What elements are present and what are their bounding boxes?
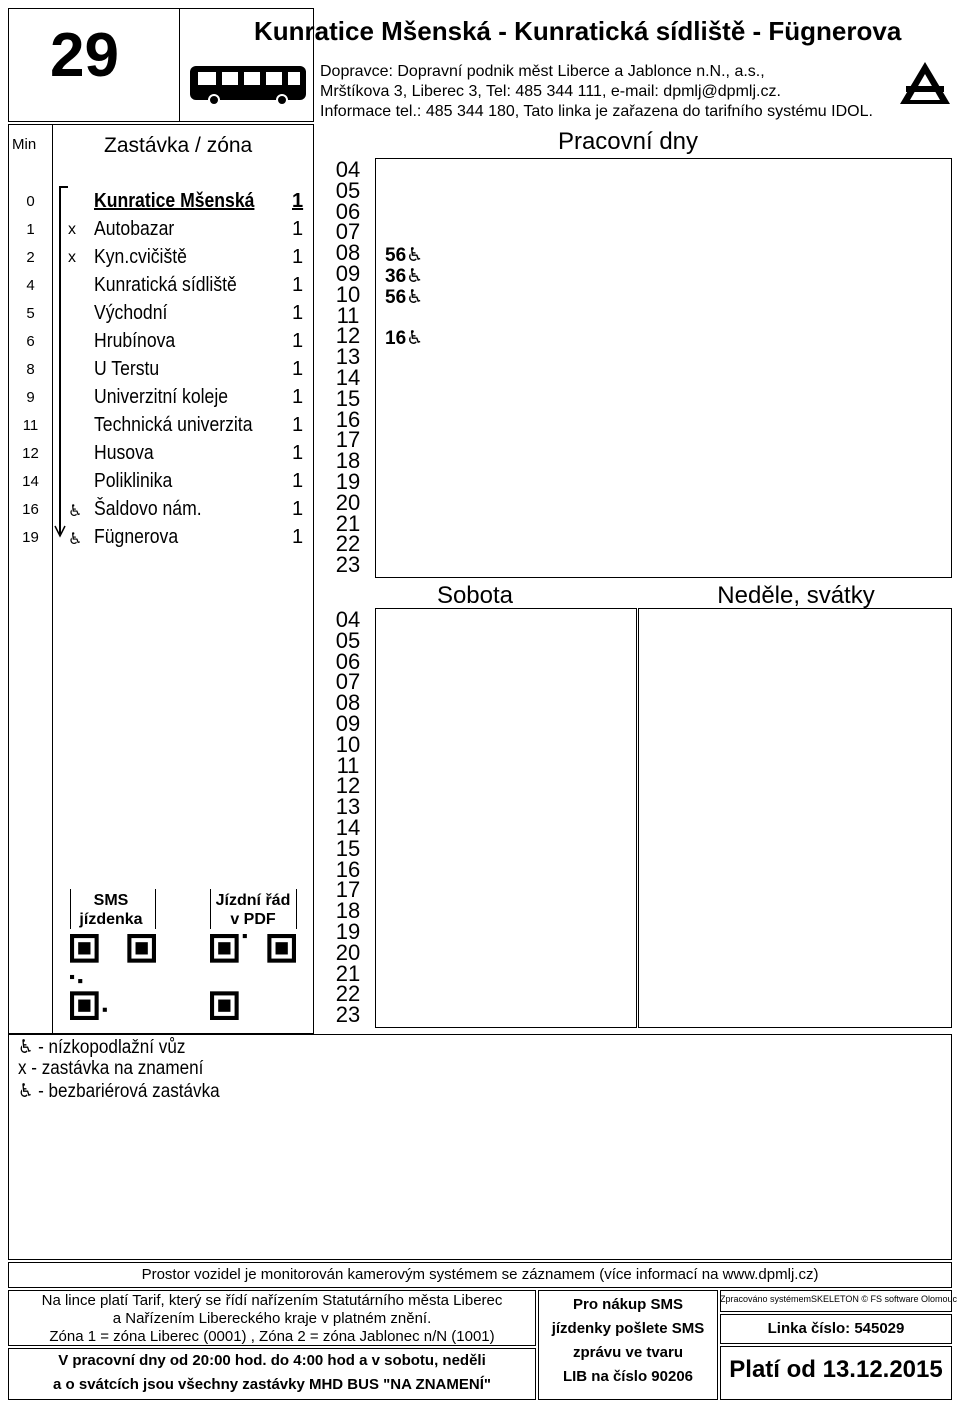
stop-zone: 1 xyxy=(292,414,304,436)
stop-name: Východní xyxy=(94,302,168,324)
route-line xyxy=(59,186,61,534)
workday-hour: 08 xyxy=(335,240,361,266)
workday-hour: 18 xyxy=(335,448,361,474)
legend-text: - nízkopodlažní vůz xyxy=(33,1037,186,1058)
weekend-hour: 04 xyxy=(335,607,361,632)
stops-header-title: Zastávka / zóna xyxy=(104,134,253,157)
pdf-qr-label-box xyxy=(210,889,211,929)
stop-minute: 16 xyxy=(22,501,39,518)
workday-hour: 10 xyxy=(335,281,361,307)
min-header: Min xyxy=(12,136,37,153)
legend-text: - zastávka na znamení xyxy=(26,1058,204,1079)
camera-notice: Prostor vozidel je monitorován kamerovým systémem se záznamem (více informací na www.dpmlj.cz) xyxy=(141,1266,819,1283)
software-credit: Zpracováno systémemSKELETON © FS software Olomouc xyxy=(720,1294,958,1304)
stop-zone: 1 xyxy=(292,302,304,324)
stop-zone: 1 xyxy=(292,358,304,380)
workday-hour: 06 xyxy=(335,198,361,224)
stop-mark-icon: ♿ xyxy=(68,531,83,548)
workday-hour: 09 xyxy=(335,260,361,286)
workday-hour: 17 xyxy=(335,427,361,453)
workday-hour: 23 xyxy=(335,552,361,578)
workdays-title xyxy=(318,128,952,156)
pdf-qr-label-line1: Jízdní řád xyxy=(215,892,291,909)
stop-name: Poliklinika xyxy=(94,470,173,492)
weekend-hour: 12 xyxy=(335,773,361,799)
stop-minute: 14 xyxy=(22,473,39,490)
stop-minute: 2 xyxy=(26,249,35,266)
weekend-hour: 09 xyxy=(335,710,361,736)
weekend-hour: 05 xyxy=(335,627,361,653)
weekend-hour: 19 xyxy=(335,918,361,944)
tariff-line-1: Na lince platí Tarif, který se řídí nařízením Statutárního města Liberec xyxy=(41,1292,503,1309)
stop-name: Kyn.cvičiště xyxy=(94,246,187,268)
route-title: Kunratice Mšenská - Kunratická sídliště - Fügnerova xyxy=(254,16,902,46)
stop-name: Univerzitní koleje xyxy=(94,386,229,408)
pdf-qr-label xyxy=(208,891,298,929)
sms-qr-label-box xyxy=(70,889,71,929)
sunday-grid xyxy=(638,608,952,1028)
workday-departure: 56♿ xyxy=(385,286,424,308)
weekend-hour: 18 xyxy=(335,898,361,924)
route-start-tick xyxy=(59,186,68,188)
stop-zone: 1 xyxy=(292,274,304,296)
weekend-hours xyxy=(320,607,376,1028)
route-end-arrow-icon xyxy=(54,524,66,538)
night-line-1: V pracovní dny od 20:00 hod. do 4:00 hod a v sobotu, neděli xyxy=(58,1352,486,1369)
weekend-hour: 08 xyxy=(335,690,361,716)
sms-line-1: Pro nákup SMS xyxy=(572,1296,684,1313)
stop-minute: 19 xyxy=(22,529,39,546)
workday-hour: 13 xyxy=(335,344,361,370)
saturday-grid xyxy=(375,608,637,1028)
stop-mark-icon: x xyxy=(68,249,76,266)
weekend-hour: 14 xyxy=(335,814,361,840)
stop-zone: 1 xyxy=(292,330,304,352)
weekend-hour: 15 xyxy=(335,835,361,861)
weekend-hour: 07 xyxy=(335,669,361,695)
stop-zone: 1 xyxy=(292,386,304,408)
stop-mark-icon: ♿ xyxy=(68,503,83,520)
workdays-title-text: Pracovní dny xyxy=(557,128,699,155)
legend-symbol: x xyxy=(18,1058,27,1079)
pdf-qr-label-line2: v PDF xyxy=(230,911,276,928)
stop-name: Husova xyxy=(94,442,154,464)
night-line-2: a o svátcích jsou všechny zastávky MHD BUS "NA ZNAMENÍ" xyxy=(53,1376,491,1393)
workday-departure: 16♿ xyxy=(385,328,424,350)
workday-departure: 36♿ xyxy=(385,266,424,287)
workday-hour: 12 xyxy=(335,323,361,349)
sms-qr-label-box-right xyxy=(155,889,156,929)
sms-qr-label-line2: jízdenka xyxy=(79,911,143,928)
valid-from: Platí od 13.12.2015 xyxy=(729,1356,943,1383)
sunday-title: Neděle, svátky xyxy=(717,582,875,609)
legend-item xyxy=(18,1058,203,1080)
stop-name: Technická univerzita xyxy=(94,414,253,436)
legend-symbol: ♿ xyxy=(18,1081,34,1102)
weekend-hour: 20 xyxy=(335,939,361,965)
weekend-hour: 11 xyxy=(336,752,360,778)
weekend-hour: 06 xyxy=(335,648,361,674)
sms-qr-code-icon[interactable] xyxy=(70,934,156,1020)
weekend-hour: 10 xyxy=(335,731,361,757)
stop-minute: 8 xyxy=(26,361,35,378)
workday-hour: 19 xyxy=(335,468,361,494)
legend-item xyxy=(18,1080,220,1103)
weekend-hour: 22 xyxy=(335,981,361,1007)
workday-hour: 15 xyxy=(335,385,361,411)
line-code: Linka číslo: 545029 xyxy=(767,1320,905,1337)
stop-mark-icon: x xyxy=(68,221,76,238)
stop-name: Kunratická sídliště xyxy=(94,274,237,296)
stop-zone: 1 xyxy=(292,190,304,212)
stop-minute: 9 xyxy=(26,389,35,406)
trolley-vehicle-icon xyxy=(188,64,310,106)
pdf-qr-label-box-right xyxy=(296,889,297,929)
stop-name: Fügnerova xyxy=(94,526,179,548)
stop-minute: 0 xyxy=(26,193,35,210)
workday-hour: 21 xyxy=(335,510,361,536)
weekend-hour: 13 xyxy=(335,794,361,820)
workday-hour: 07 xyxy=(335,219,361,245)
workday-hour: 20 xyxy=(335,489,361,515)
stop-minute: 4 xyxy=(26,277,35,294)
dpmlj-logo-icon xyxy=(898,60,952,106)
weekend-hour: 21 xyxy=(335,960,361,986)
tariff-line-3: Zóna 1 = zóna Liberec (0001) , Zóna 2 = zóna Jablonec n/N (1001) xyxy=(49,1328,495,1345)
pdf-qr-code-icon[interactable] xyxy=(210,934,296,1020)
workdays-hours xyxy=(320,157,376,578)
line-number: 29 xyxy=(50,21,119,90)
carrier-line-1: Dopravce: Dopravní podnik měst Liberce a Jablonce n.N., a.s., xyxy=(320,63,765,80)
saturday-title: Sobota xyxy=(436,582,514,609)
workday-hour: 05 xyxy=(335,177,361,203)
workday-hour: 16 xyxy=(335,406,361,432)
stop-minute: 6 xyxy=(26,333,35,350)
stop-minute: 11 xyxy=(22,417,39,434)
sms-line-3: zprávu ve tvaru xyxy=(572,1344,684,1361)
legend-symbol: ♿ xyxy=(18,1037,34,1058)
stop-minute: 12 xyxy=(22,445,39,462)
weekend-hour: 16 xyxy=(335,856,361,882)
weekend-hour: 17 xyxy=(335,877,361,903)
legend-item xyxy=(18,1036,185,1059)
stop-zone: 1 xyxy=(292,246,304,268)
workday-hour: 11 xyxy=(336,302,360,328)
sms-line-2: jízdenky pošlete SMS xyxy=(551,1320,705,1337)
stop-name: Hrubínova xyxy=(94,330,176,352)
stop-name: Šaldovo nám. xyxy=(94,498,202,520)
stop-zone: 1 xyxy=(292,470,304,492)
sms-line-4: LIB na číslo 90206 xyxy=(562,1368,694,1385)
workday-hour: 04 xyxy=(335,157,361,182)
workday-hour: 14 xyxy=(335,364,361,390)
workday-hour: 22 xyxy=(335,531,361,557)
stop-minute: 1 xyxy=(26,221,35,238)
stop-name: U Terstu xyxy=(94,358,160,380)
stop-name: Autobazar xyxy=(94,218,175,240)
carrier-line-2: Mrštíkova 3, Liberec 3, Tel: 485 344 111, e-mail: dpmlj@dpmlj.cz. xyxy=(320,83,781,100)
sms-qr-label-line1: SMS xyxy=(93,892,129,909)
stop-zone: 1 xyxy=(292,526,304,548)
stop-minute: 5 xyxy=(26,305,35,322)
sms-qr-label xyxy=(66,891,156,929)
workday-departure: 56♿ xyxy=(385,245,424,267)
stop-zone: 1 xyxy=(292,498,304,520)
stop-zone: 1 xyxy=(292,442,304,464)
workdays-grid xyxy=(375,158,952,578)
tariff-line-2: a Nařízením Libereckého kraje v platném znění. xyxy=(112,1310,432,1327)
carrier-line-3: Informace tel.: 485 344 180, Tato linka je zařazena do tarifního systému IDOL. xyxy=(320,103,873,120)
legend-text: - bezbariérová zastávka xyxy=(33,1081,220,1102)
weekend-hour: 23 xyxy=(335,1002,361,1028)
stop-name: Kunratice Mšenská xyxy=(94,190,255,212)
stop-zone: 1 xyxy=(292,218,304,240)
